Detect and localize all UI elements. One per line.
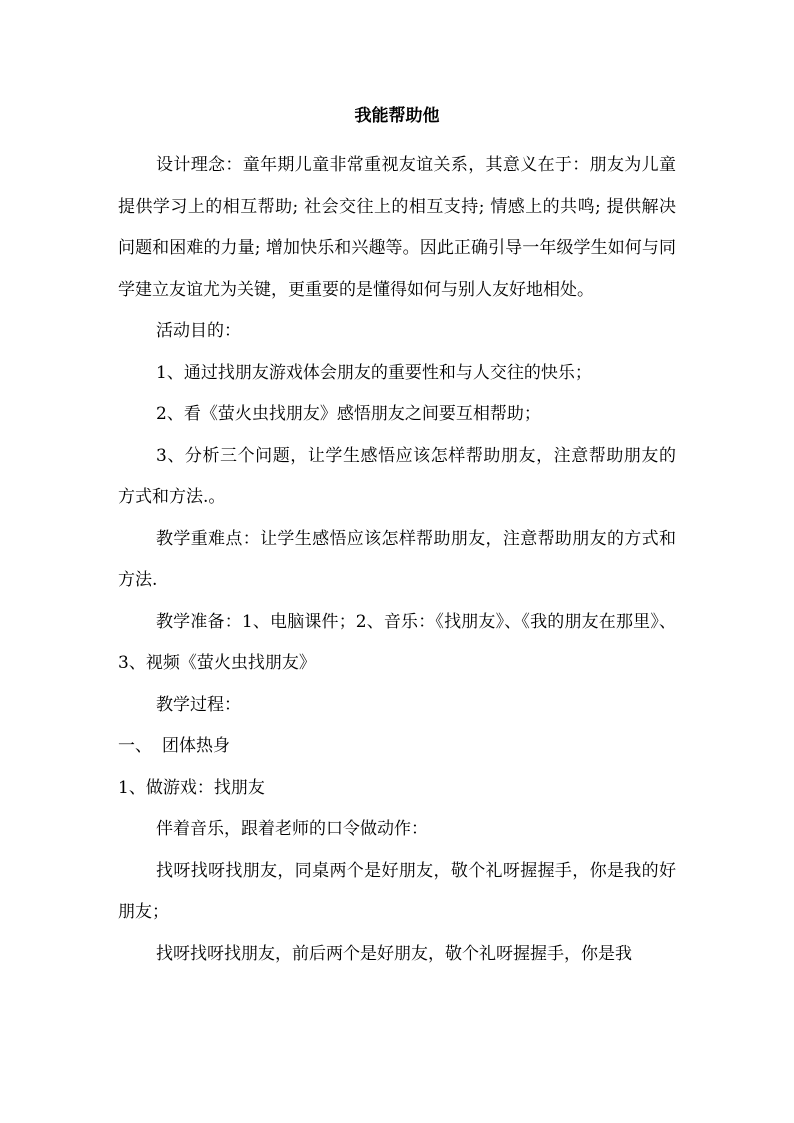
subsection-heading-1: 1、做游戏：找朋友: [118, 777, 265, 798]
section-number: 一、: [118, 736, 152, 756]
paragraph-goal-3: 3、分析三个问题，让学生感悟应该怎样帮助朋友，注意帮助朋友的方式和方法.。: [118, 445, 676, 507]
document-title: 我能帮助他: [354, 106, 440, 126]
paragraph-goal-2: 2、看《萤火虫找朋友》感悟朋友之间要互相帮助；: [156, 404, 541, 424]
paragraph-song-verse-2: 找呀找呀找朋友，前后两个是好朋友，敬个礼呀握握手，你是我: [156, 943, 632, 964]
paragraph-process-heading: 教学过程：: [156, 694, 241, 715]
paragraph-key-points: 教学重难点：让学生感悟应该怎样帮助朋友，注意帮助朋友的方式和方法.: [118, 528, 676, 590]
paragraph-design-concept: 设计理念：童年期儿童非常重视友谊关系，其意义在于：朋友为儿童提供学习上的相互帮助; 社会交往上的相互支持; 情感上的共鸣; 提供解决问题和困难的力量; 增加快乐和兴趣等。因此正确引导一年级学生如何与同学建立友谊尤为关键，更重要的是懂得如何与别人友好地相处。: [118, 155, 676, 300]
document-body: [118, 145, 676, 975]
paragraph-goal-1: 1、通过找朋友游戏体会朋友的重要性和与人交往的快乐；: [156, 362, 592, 383]
paragraph-instruction: 伴着音乐，跟着老师的口令做动作：: [156, 819, 428, 839]
section-heading-1: [118, 726, 676, 768]
paragraph-preparation: 教学准备：1、电脑课件；2、音乐：《找朋友》、《我的朋友在那里》、3、视频《萤火虫找朋友》: [118, 611, 676, 673]
section-title: 团体热身: [162, 736, 230, 756]
paragraph-song-verse-1: 找呀找呀找朋友，同桌两个是好朋友，敬个礼呀握握手，你是我的好朋友；: [118, 860, 676, 922]
paragraph-activity-goals-heading: 活动目的：: [156, 321, 241, 341]
